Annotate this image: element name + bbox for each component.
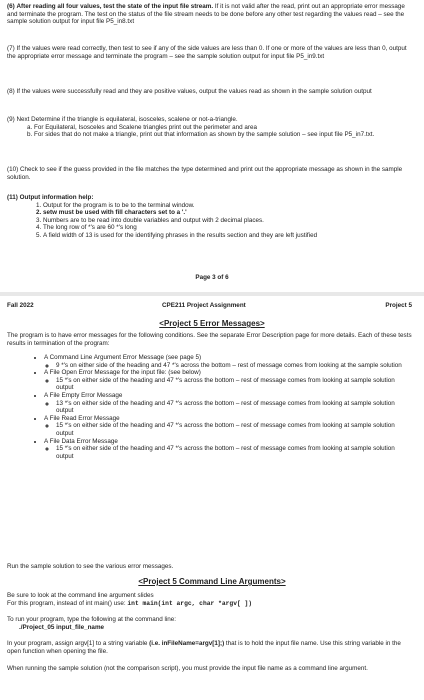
error-messages-title: <Project 5 Error Messages> xyxy=(159,319,265,328)
cla-sample-solution-note: When running the sample solution (not the comparison script), you must provide the input file name as a command line argument. xyxy=(7,664,368,672)
error-message-label: A File Open Error Message for the input file: (see below) xyxy=(44,369,201,377)
page-header xyxy=(0,302,424,312)
instruction-8-number: (8) xyxy=(7,88,15,95)
instruction-6-bold: After reading all four values, test the state of the input file stream. xyxy=(16,3,214,10)
error-message-item xyxy=(44,354,404,369)
error-message-label: A Command Line Argument Error Message (see page 5) xyxy=(44,354,202,361)
instruction-7-text: If the values were read correctly, then test to see if any of the side values are less than 0. If one or more of the values are less than 0, output the appropriate error message and terminate the program – see the sample solution output for input file P5_in9.txt xyxy=(7,45,407,60)
command-line-args-body xyxy=(7,592,415,672)
instruction-7 xyxy=(7,45,415,60)
cla-run-command: ./Project_05 input_file_name xyxy=(19,623,105,631)
instruction-10 xyxy=(7,166,415,181)
error-messages-intro: The program is to have error messages for the following conditions. See the separate Error Description page for more details. Each of these tests results in termination of the program: xyxy=(7,332,412,347)
instruction-10-number: (10) xyxy=(7,166,19,173)
cla-run-instructions: To run your program, type the following at the command line: xyxy=(7,616,177,624)
output-help-item: 2. setw must be used with fill characters set to a '.' xyxy=(43,209,415,217)
error-message-detail: ◦ 15 *'s on either side of the heading and 47 *'s across the bottom – rest of message comes from looking at sample solution output xyxy=(56,422,404,437)
error-message-detail: ◦ 13 *'s on either side of the heading and 47 *'s across the bottom – rest of message comes from looking at sample solution output xyxy=(56,400,404,415)
cla-main-signature xyxy=(7,600,415,608)
cla-main-text: For this program, instead of int main() use: xyxy=(7,599,128,607)
instruction-6-text: If it is not valid after the read, print out an appropriate error message and terminate the program. The test on the status of the file stream needs to be done before any other test regarding the values read – see the sample solution output for input file P5_in8.txt xyxy=(7,3,405,26)
instruction-11-number: (11) xyxy=(7,194,18,201)
cla-argv-code: (i.e. inFileName=argv[1];) xyxy=(149,640,225,648)
instruction-9 xyxy=(7,116,415,139)
instruction-9b: b. For sides that do not make a triangle, print out that information as shown by the sample solution – see input file P5_in7.txt. xyxy=(27,131,375,139)
instruction-7-number: (7) xyxy=(7,45,15,52)
output-help-item: 5. A field width of 13 is used for the identifying phrases in the results section and they are left justified xyxy=(43,232,415,240)
instruction-8-text: If the values were successfully read and they are positive values, output the values read as shown in the sample solution output xyxy=(16,88,372,95)
error-message-item xyxy=(44,438,404,461)
error-message-detail: ◦ 15 *'s on either side of the heading and 47 *'s across the bottom – rest of message comes from looking at sample solution output xyxy=(56,445,404,460)
error-message-item xyxy=(44,415,404,438)
header-project: Project 5 xyxy=(385,302,412,309)
page-4 xyxy=(0,296,424,700)
error-message-item xyxy=(44,369,404,392)
error-message-label: A File Data Error Message xyxy=(44,437,118,445)
error-messages-outro: Run the sample solution to see the various error messages. xyxy=(7,563,174,570)
page-number: Page 3 of 6 xyxy=(195,274,229,281)
output-help-item: 1. Output for the program is to be to the terminal window. xyxy=(43,202,415,210)
instruction-6 xyxy=(7,3,415,26)
cla-main-code: int main(int argc, char *argv[ ]) xyxy=(127,599,253,607)
instruction-9a: a. For Equilateral, Isosceles and Scalene triangles print out the perimeter and area xyxy=(27,123,257,131)
cla-slides-note: Be sure to look at the command line argument slides xyxy=(7,592,154,599)
instruction-9-text: Next Determine if the triangle is equilateral, isosceles, scalene or not-a-triangle. xyxy=(16,116,238,123)
header-term: Fall 2022 xyxy=(7,302,34,309)
cla-argv-text: In your program, assign argv[1] to a string variable xyxy=(7,640,150,648)
error-messages-list xyxy=(0,354,404,460)
error-message-detail: ◦ 15 *'s on either side of the heading and 47 *'s across the bottom – rest of message comes from looking at sample solution output xyxy=(56,377,404,392)
instruction-6-number: (6) xyxy=(7,3,15,10)
instruction-10-text: Check to see if the guess provided in the file matches the type determined and print out the appropriate message as shown in the sample solution. xyxy=(7,166,403,181)
instruction-9-number: (9) xyxy=(7,116,15,123)
output-help-list xyxy=(7,202,415,240)
error-message-label: A File Empty Error Message xyxy=(44,391,123,399)
command-line-args-title: <Project 5 Command Line Arguments> xyxy=(138,577,286,586)
output-help-item: 3. Numbers are to be read into double variables and output with 2 decimal places. xyxy=(43,217,415,225)
instruction-11-title: Output information help: xyxy=(19,194,94,201)
page-3 xyxy=(0,0,424,292)
error-message-detail: ◦ 9 *'s on either side of the heading and 47 *'s across the bottom – rest of message comes from looking at the sample solution xyxy=(56,362,404,370)
error-message-item xyxy=(44,392,404,415)
instruction-11 xyxy=(7,194,415,240)
header-course: CPE211 Project Assignment xyxy=(162,302,246,309)
instruction-8 xyxy=(7,88,415,96)
cla-argv-instructions xyxy=(7,640,415,655)
output-help-item: 4. The long row of *'s are 60 *'s long xyxy=(43,224,415,232)
error-message-label: A File Read Error Message xyxy=(44,414,120,422)
cla-argv-text-end: that is to hold the input file name. Use this string variable in the open function when opening the file. xyxy=(7,640,401,655)
